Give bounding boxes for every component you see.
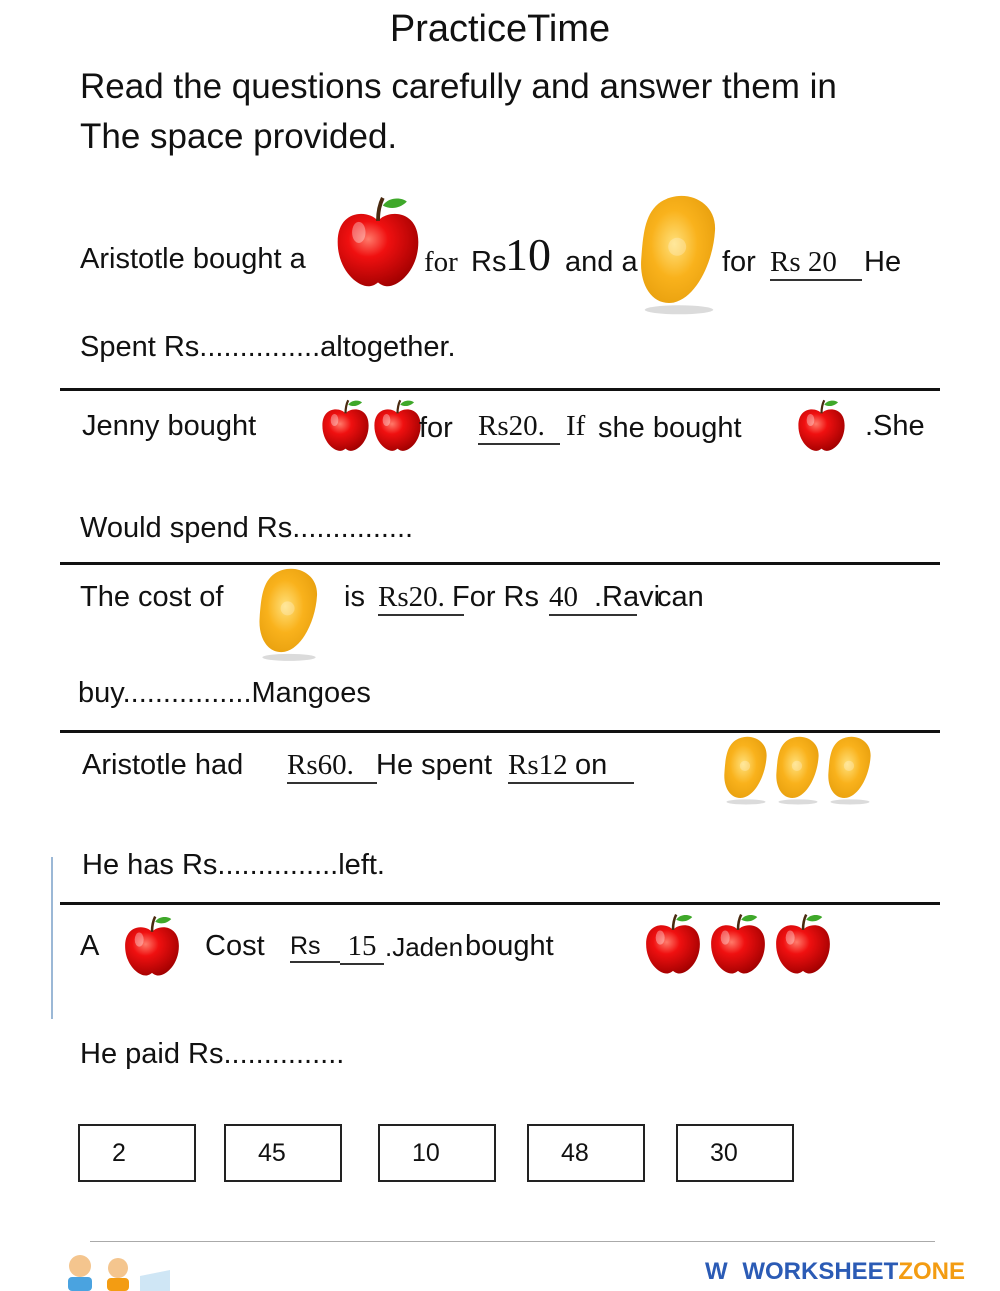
q2-text-d: If — [566, 410, 586, 442]
brand-main: WORKSHEET — [742, 1258, 899, 1285]
q5-text-e: .Jaden — [385, 932, 464, 962]
mango-icon — [253, 565, 325, 663]
q4-text-e: on — [575, 749, 608, 781]
apple-icon — [370, 398, 425, 453]
q4-answer-line: He has Rs...............left. — [82, 849, 385, 881]
instructions-line-2: The space provided. — [80, 117, 398, 156]
mango-icon — [634, 190, 724, 318]
q2-text-e: she bought — [598, 412, 742, 444]
q5-text-b: Cost — [205, 930, 265, 962]
q3-text-d: For Rs — [452, 581, 539, 613]
q3-text-b: is — [344, 581, 365, 613]
apple-icon — [794, 398, 849, 453]
q1-text-g: Rs 20 — [770, 246, 862, 281]
q5-answer-line: He paid Rs............... — [80, 1038, 345, 1070]
q1-answer-line: Spent Rs...............altogether. — [80, 331, 456, 363]
q5-text-c: Rs — [290, 932, 340, 963]
q1-text-d: 10 — [505, 229, 551, 280]
q1-text-h: He — [864, 246, 902, 278]
q5-text-d: 15 — [340, 930, 384, 965]
q1-text-a: Aristotle bought a — [80, 243, 306, 275]
apple-icon — [330, 192, 426, 292]
q2-text-b: for — [419, 412, 453, 444]
mango-icon — [720, 734, 772, 806]
apple-icon — [120, 913, 184, 979]
q1-text-c: Rs — [471, 246, 507, 278]
q4-text-b: Rs60. — [287, 749, 377, 784]
q3-text-f: .Ravi — [594, 581, 661, 613]
q3-text-c: Rs20. — [378, 581, 464, 616]
q2-text-a: Jenny bought — [82, 410, 257, 442]
apple-icon — [705, 912, 771, 976]
q5-text-a: A — [80, 930, 100, 962]
answer-option-1[interactable]: 2 — [78, 1124, 196, 1182]
answer-option-4[interactable]: 48 — [527, 1124, 645, 1182]
margin-line — [51, 857, 53, 1019]
q3-answer-line: buy................Mangoes — [78, 677, 371, 709]
q1-text-f: for — [722, 246, 756, 278]
instructions — [80, 62, 940, 162]
q1-text-e: and a — [565, 246, 638, 278]
instructions-line-1: Read the questions carefully and answer them in — [80, 67, 837, 106]
brand-logo — [705, 1258, 965, 1286]
q3-text-a: The cost of — [80, 581, 224, 613]
q4-text-a: Aristotle had — [82, 749, 244, 781]
q3-text-g: can — [657, 581, 704, 613]
brand-prefix: W — [705, 1258, 728, 1285]
q5-text-f: bought — [465, 930, 554, 962]
apple-icon — [640, 912, 706, 976]
footer-divider — [90, 1241, 935, 1242]
q2-answer-line: Would spend Rs............... — [80, 512, 414, 544]
mango-icon — [824, 734, 876, 806]
q3-text-e: 40 — [549, 581, 637, 616]
divider — [60, 562, 940, 565]
divider — [60, 388, 940, 391]
page-title: PracticeTime — [389, 8, 611, 50]
q2-text-f: .She — [865, 410, 925, 442]
answer-option-5[interactable]: 30 — [676, 1124, 794, 1182]
kids-illustration-icon — [52, 1240, 172, 1291]
q4-text-d: Rs12 — [508, 749, 634, 784]
answer-option-3[interactable]: 10 — [378, 1124, 496, 1182]
divider — [60, 730, 940, 733]
divider — [60, 902, 940, 905]
brand-suffix: ZONE — [898, 1258, 965, 1285]
mango-icon — [772, 734, 824, 806]
apple-icon — [770, 912, 836, 976]
q1-text-b: for — [424, 246, 458, 278]
answer-option-2[interactable]: 45 — [224, 1124, 342, 1182]
q4-text-c: He spent — [376, 749, 493, 781]
q2-text-c: Rs20. — [478, 410, 560, 445]
apple-icon — [318, 398, 373, 453]
